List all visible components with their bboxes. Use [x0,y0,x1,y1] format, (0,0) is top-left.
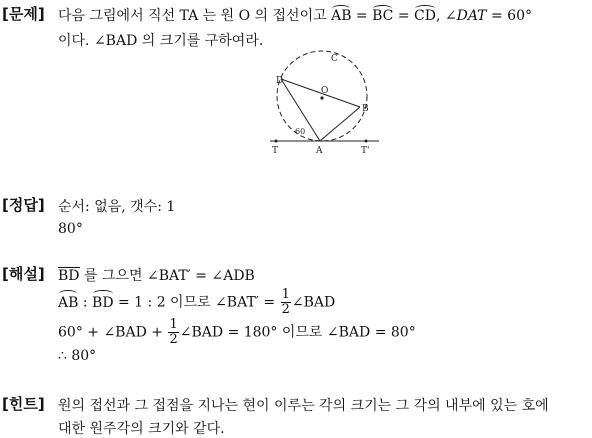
arc-ab: AB [331,8,352,24]
fraction-half-1 [281,288,291,317]
solution-l3-b: ∠BAD = 180° 이므로 ∠BAD = 80° [179,324,416,341]
label-tp: T' [361,146,370,156]
point-tp [365,140,368,143]
solution-tag: [해설] [2,265,45,283]
answer-line-2: 80° [58,221,83,237]
segment-bd: BD [58,268,80,284]
answer-tag: [정답] [2,196,45,214]
problem-tag: [문제] [2,5,45,23]
problem-text-a: 다음 그림에서 직선 TA 는 원 O 의 접선이고 [58,8,332,24]
answer-line-1: 순서: 없음, 갯수: 1 [58,199,176,215]
arc-ab-2: AB [58,294,79,311]
circle-o [277,51,367,141]
label-b: B [362,104,369,114]
hint-tag: [힌트] [2,395,45,413]
solution-l3-a: 60° + ∠BAD + [58,324,168,341]
ratio-sep: : [78,294,93,311]
label-c: C [331,54,338,64]
frac-num-2: 1 [169,317,178,332]
equals-2: = [393,8,415,24]
solution-line-4: ∴ 80° [58,348,97,364]
hint-line-1: 원의 접선과 그 접점을 지나는 현이 이루는 각의 크기는 그 각의 내부에 있는 호에 [58,398,549,414]
hint-line-2: 대한 원주각의 크기와 같다. [58,421,225,437]
fraction-half-2 [168,318,178,347]
frac-den-1: 2 [281,302,290,317]
circle-figure [264,49,384,159]
problem-line-1 [58,5,532,25]
chord-ab [320,107,360,141]
label-d: D [276,76,284,86]
arc-bc: BC [372,8,394,24]
angle-prefix: , ∠ [435,8,457,24]
point-t [275,140,278,143]
frac-den-2: 2 [169,332,178,347]
angle-value: = 60° [486,8,532,24]
label-o: O [321,86,329,96]
center-dot [320,96,323,99]
angle-dat: DAT [456,8,487,24]
solution-line-1 [58,265,255,285]
arc-bd-2: BD [92,294,114,311]
arc-cd: CD [414,8,436,24]
label-t: T [272,146,279,156]
label-a: A [316,146,323,156]
solution-l2-end: ∠BAD [291,294,336,311]
equals-1: = [351,8,373,24]
solution-l2-rest: = 1 : 2 이므로 ∠BAT′ = [113,294,280,311]
frac-num-1: 1 [281,287,290,302]
solution-line-2 [58,288,335,317]
problem-line-2: 이다. ∠BAD 의 크기를 구하여라. [58,33,264,49]
label-60: 60 [295,127,306,136]
solution-line-3 [58,318,416,347]
solution-l1-rest: 를 그으면 ∠BAT′ = ∠ADB [79,268,255,284]
